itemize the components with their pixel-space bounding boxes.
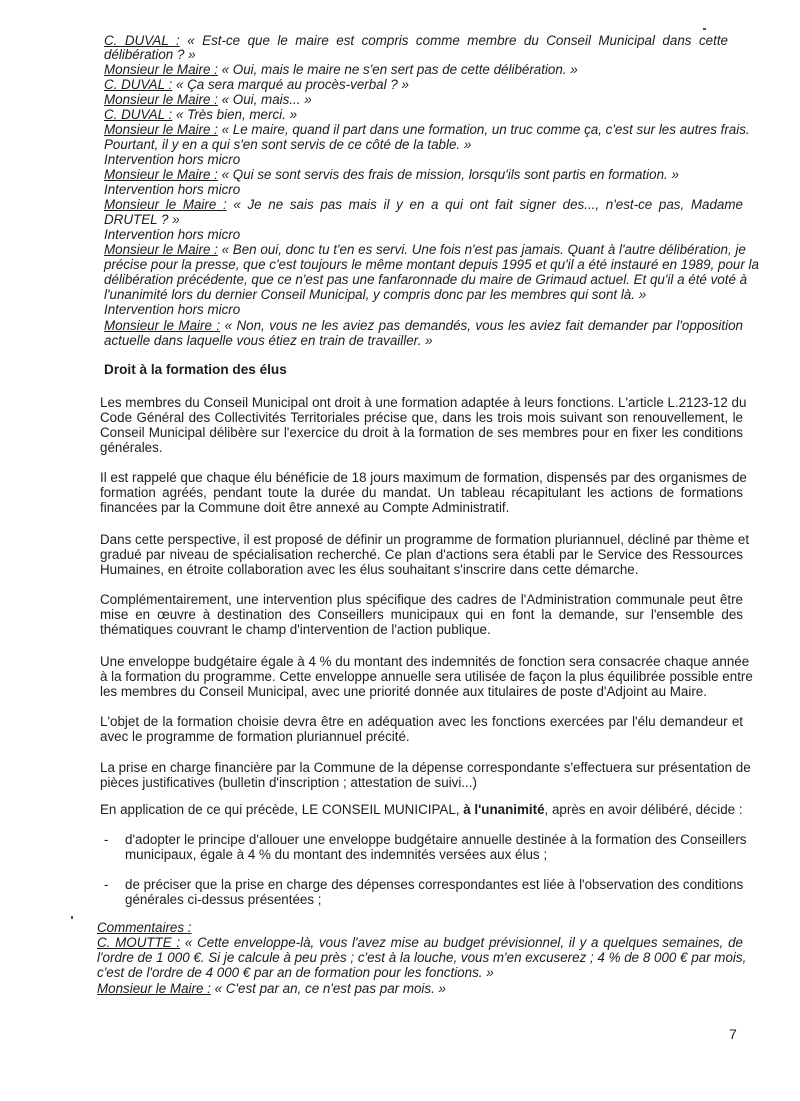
bullet-line: municipaux, égale à 4 % du montant des indemnités versées aux élus ; (125, 847, 548, 862)
speaker-name: Monsieur le Maire : (104, 242, 218, 257)
section-title: Droit à la formation des élus (104, 362, 287, 377)
bullet-dash: - (104, 877, 109, 892)
intervention-note: Intervention hors micro (104, 302, 241, 317)
comment-line: Monsieur le Maire : « C'est par an, ce n'est pas par mois. » (97, 981, 446, 996)
dialogue-line: précise pour la presse, que c'est toujours le même montant depuis 1995 et qu'il a été instauré en 1989, pour la (104, 257, 759, 272)
bullet-line: de préciser que la prise en charge des dépenses correspondantes est liée à l'observation des conditions (125, 877, 744, 892)
paragraph-line: Il est rappelé que chaque élu bénéficie de 18 jours maximum de formation, dispensés par des organismes de (100, 470, 747, 485)
comments-heading: Commentaires : (97, 920, 192, 935)
paragraph-line: Complémentairement, une intervention plus spécifique des cadres de l'Administration communale peut être (100, 592, 743, 607)
paragraph-line: Les membres du Conseil Municipal ont droit à une formation adaptée à leurs fonctions. L'article L.2123-12 du (100, 395, 747, 410)
paragraph-line: Code Général des Collectivités Territoriales précise que, dans les trois mois suivant son renouvellement, le (100, 410, 743, 425)
bullet-line: générales ci-dessus présentées ; (125, 892, 322, 907)
dialogue-line: Monsieur le Maire : « Non, vous ne les aviez pas demandés, vous les aviez fait demander par l'opposition (104, 318, 743, 333)
dialogue-line: Monsieur le Maire : « Le maire, quand il part dans une formation, un truc comme ça, c'est sur les autres frais. (104, 122, 750, 137)
dialogue-line: l'unanimité lors du dernier Conseil Municipal, y compris donc par les membres qui sont là. » (104, 287, 647, 302)
scan-mark (71, 916, 73, 919)
speaker-name: Monsieur le Maire : (97, 981, 211, 996)
dialogue-line: Monsieur le Maire : « Oui, mais le maire ne s'en sert pas de cette délibération. » (104, 62, 578, 77)
dialogue-line: DRUTEL ? » (104, 212, 180, 227)
speaker-name: C. DUVAL : (104, 107, 173, 122)
paragraph-line: pièces justificatives (bulletin d'inscription ; attestation de suivi...) (100, 775, 477, 790)
speaker-name: Monsieur le Maire : (104, 92, 218, 107)
paragraph-line: à la formation du programme. Cette enveloppe annuelle sera utilisée de façon la plus équilibrée possible entre (100, 669, 753, 684)
paragraph-line: les membres du Conseil Municipal, avec une priorité donnée aux titulaires de poste d'Adjoint au Maire. (100, 684, 707, 699)
dialogue-line: délibération précédente, que ce n'est pas une fanfaronnade du maire de Grimaud actuel. Et qu'il a été voté à (104, 272, 748, 287)
paragraph-line: générales. (100, 440, 163, 455)
scan-mark (703, 28, 706, 30)
dialogue-line: Monsieur le Maire : « Qui se sont servis des frais de mission, lorsqu'ils sont partis en formation. » (104, 167, 679, 182)
paragraph-line: L'objet de la formation choisie devra être en adéquation avec les fonctions exercées par l'élu demandeur et (100, 714, 743, 729)
paragraph-line: Conseil Municipal délibère sur l'exercice du droit à la formation de ses membres pour en fixer les conditions (100, 425, 743, 440)
paragraph-line: Dans cette perspective, il est proposé de définir un programme de formation pluriannuel, décliné par thème et (100, 532, 750, 547)
paragraph-line: thématiques couvrant le champ d'intervention de l'action publique. (100, 622, 491, 637)
paragraph-line: formation agréés, pendant toute la durée du mandat. Un tableau récapitulant les actions de formations (100, 485, 743, 500)
comment-line: c'est de l'ordre de 4 000 € par an de formation pour les fonctions. » (97, 965, 494, 980)
decision-line: En application de ce qui précède, LE CONSEIL MUNICIPAL, à l'unanimité, après en avoir délibéré, décide : (100, 802, 743, 817)
speaker-name: Monsieur le Maire : (104, 62, 218, 77)
dialogue-line: C. DUVAL : « Très bien, merci. » (104, 107, 298, 122)
intervention-note: Intervention hors micro (104, 152, 241, 167)
comment-line: C. MOUTTE : « Cette enveloppe-là, vous l'avez mise au budget prévisionnel, il y a quelques semaines, de (97, 935, 743, 950)
paragraph-line: Humaines, en étroite collaboration avec les élus souhaitant s'inscrire dans cette démarche. (100, 562, 639, 577)
paragraph-line: avec le programme de formation pluriannuel précité. (100, 729, 410, 744)
speaker-name: Monsieur le Maire : (104, 197, 227, 212)
bullet-dash: - (104, 832, 109, 847)
intervention-note: Intervention hors micro (104, 227, 241, 242)
decision-vote: à l'unanimité (463, 802, 545, 817)
page-number: 7 (729, 1026, 737, 1042)
paragraph-line: La prise en charge financière par la Commune de la dépense correspondante s'effectuera sur présentation de (100, 760, 751, 775)
speaker-name: C. DUVAL : (104, 77, 173, 92)
bullet-line: d'adopter le principe d'allouer une enveloppe budgétaire annuelle destinée à la formation des Conseillers (125, 832, 747, 847)
comment-line: l'ordre de 1 000 €. Si je calcule à peu près ; c'est à la louche, vous m'en excuserez ; 4 % de 8 000 € par mois, (97, 950, 747, 965)
dialogue-line: délibération ? » (104, 47, 196, 62)
paragraph-line: mise en œuvre à destination des Conseillers municipaux qui en font la demande, sur l'ensemble des (100, 607, 743, 622)
speaker-name: C. DUVAL : (104, 33, 180, 48)
dialogue-line: Monsieur le Maire : « Ben oui, donc tu t'en es servi. Une fois n'est pas jamais. Quant à l'autre délibération, je (104, 242, 746, 257)
paragraph-line: gradué par niveau de spécialisation recherché. Ce plan d'actions sera établi par le Service des Ressources (100, 547, 743, 562)
dialogue-line: Monsieur le Maire : « Oui, mais... » (104, 92, 312, 107)
speaker-name: Monsieur le Maire : (104, 122, 218, 137)
dialogue-line: C. DUVAL : « Est-ce que le maire est compris comme membre du Conseil Municipal dans cette (104, 33, 728, 48)
dialogue-line: Pourtant, il y en a qui s'en sont servis de ce côté de la table. » (104, 137, 472, 152)
dialogue-line: Monsieur le Maire : « Je ne sais pas mais il y en a qui ont fait signer des..., n'est-ce pas, Madame (104, 197, 743, 212)
speaker-name: C. MOUTTE : (97, 935, 181, 950)
speaker-name: Monsieur le Maire : (104, 167, 218, 182)
speaker-name: Monsieur le Maire : (104, 318, 221, 333)
dialogue-line: actuelle dans laquelle vous étiez en train de travailler. » (104, 333, 433, 348)
paragraph-line: Une enveloppe budgétaire égale à 4 % du montant des indemnités de fonction sera consacrée chaque année (100, 654, 750, 669)
dialogue-line: C. DUVAL : « Ça sera marqué au procès-verbal ? » (104, 77, 409, 92)
paragraph-line: financées par la Commune doit être annexé au Compte Administratif. (100, 500, 510, 515)
intervention-note: Intervention hors micro (104, 182, 241, 197)
